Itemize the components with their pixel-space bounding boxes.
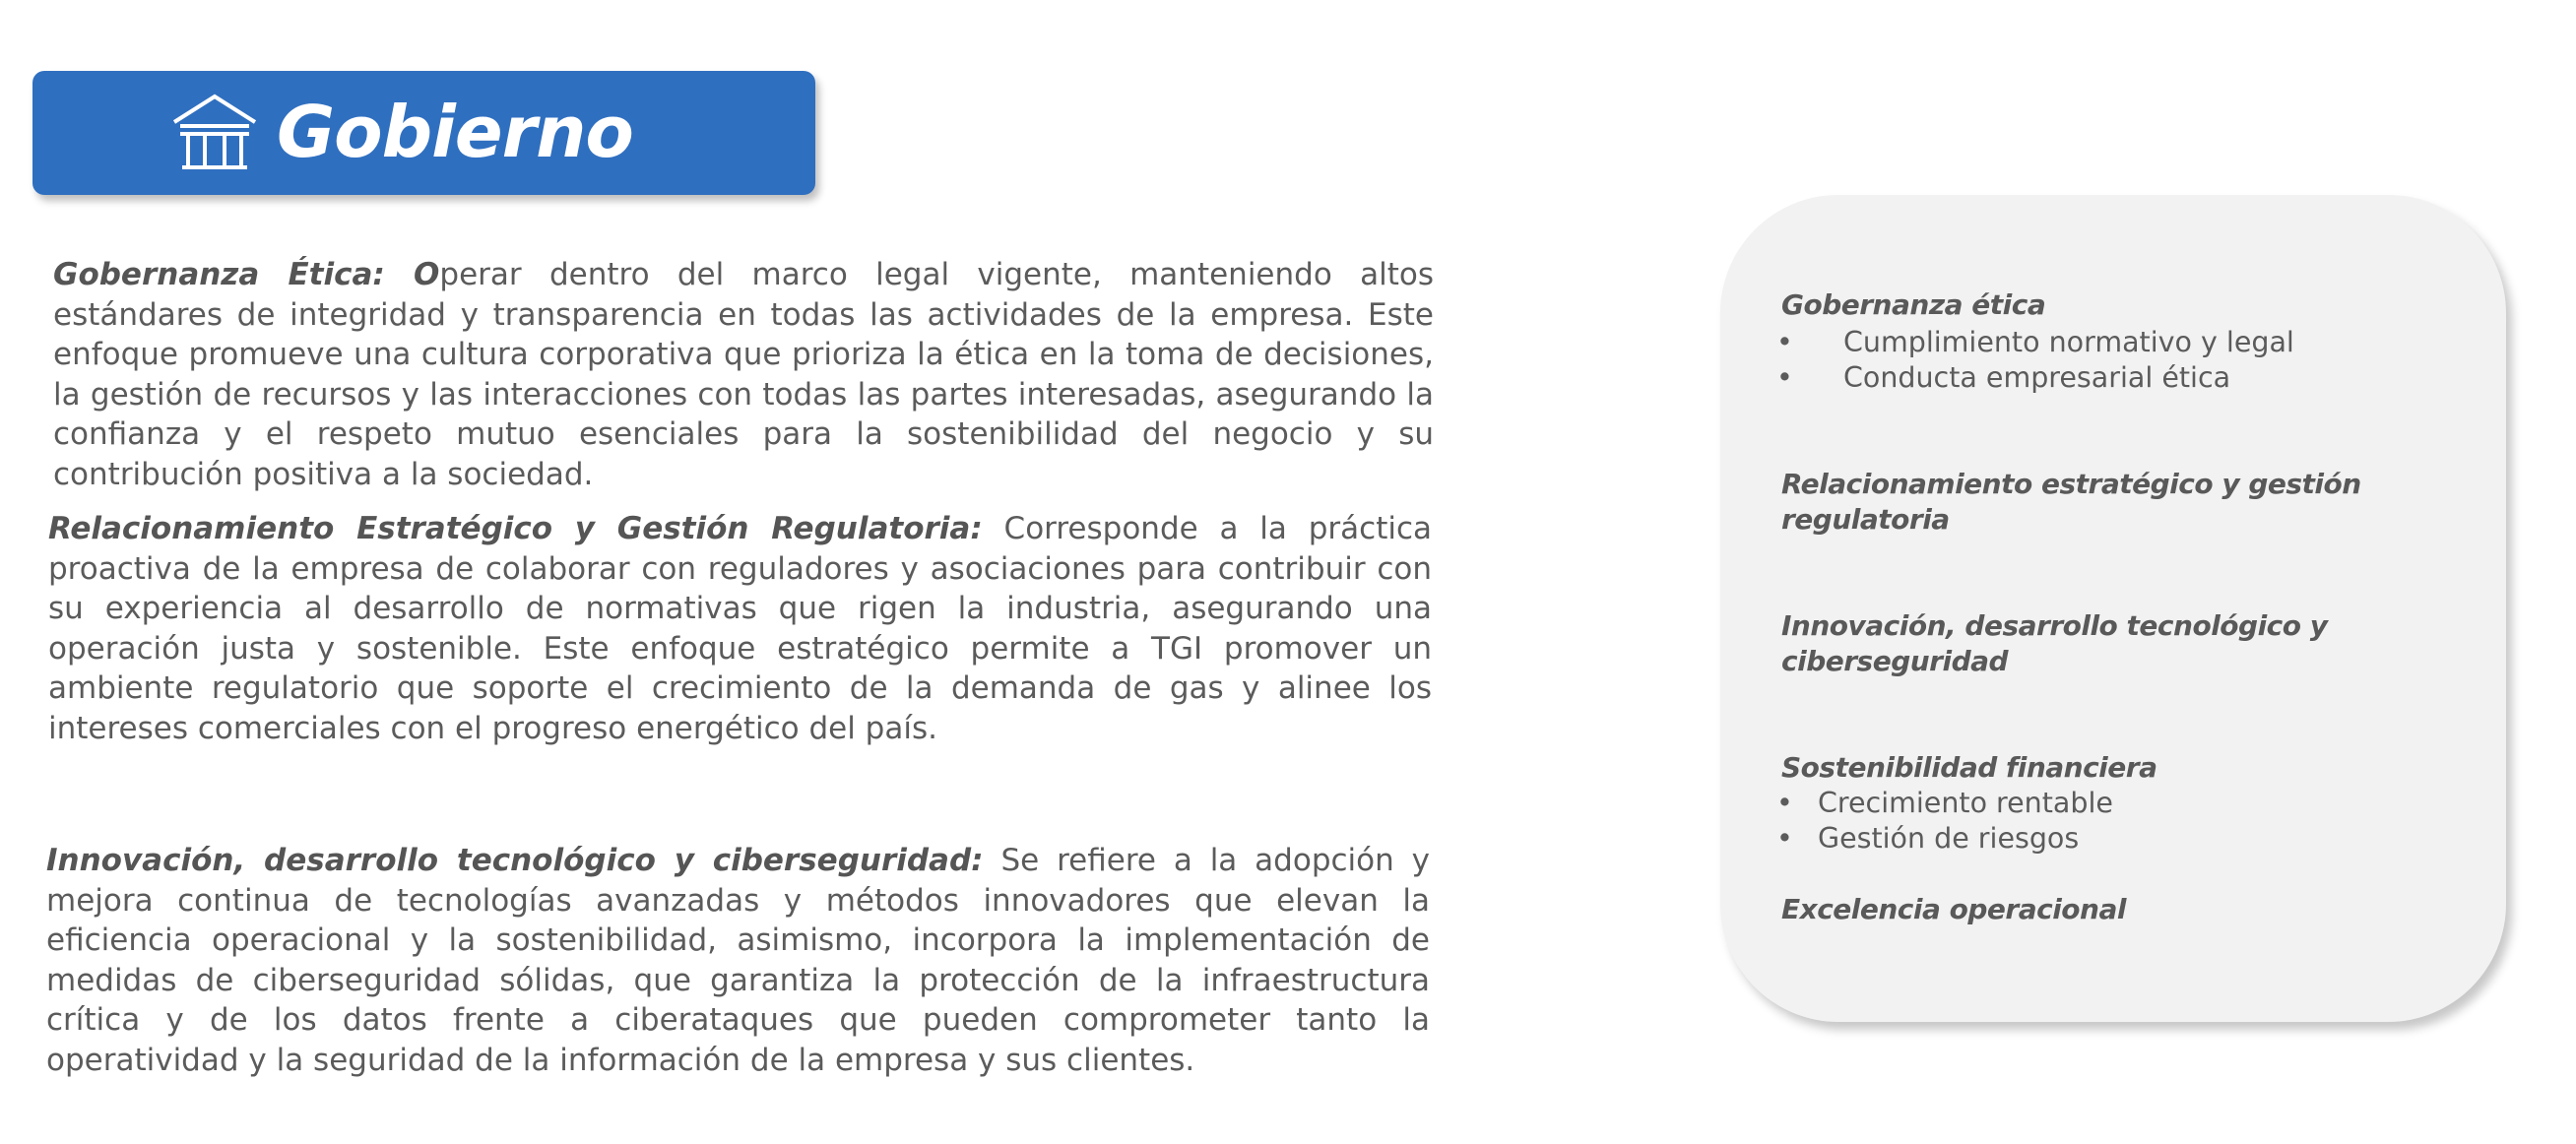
paragraph-body: Se refiere a la adopción y mejora continua de tecnologías avanzadas y métodos innovadores que elevan la eficiencia operacional y la sostenibilidad, asimismo, incorpora la implementación de medidas de ciberseguridad sólidas, que garantiza la protección de la infraestructura crítica y de los datos frente a ciberataques que pueden comprometer tanto la operatividad y la seguridad de la información de la empresa y sus clientes.	[46, 843, 1430, 1078]
paragraph-body: Corresponde a la práctica proactiva de la empresa de colaborar con reguladores y asociaciones para contribuir con su experiencia al desarrollo de normativas que rigen la industria, asegurando una operación justa y sostenible. Este enfoque estratégico permite a TGI promover un ambiente regulatorio que soporte el crecimiento de la demanda de gas y alinee los intereses comerciales con el progreso energético del país.	[48, 511, 1432, 746]
bullet-icon: •	[1776, 787, 1793, 819]
government-building-icon	[170, 93, 259, 171]
summary-heading-innovacion: Innovación, desarrollo tecnológico y ciberseguridad	[1781, 609, 2328, 677]
paragraph-lead: Innovación, desarrollo tecnológico y ciberseguridad:	[46, 843, 984, 878]
list-item: • Conducta empresarial ética	[1776, 361, 2231, 394]
paragraph-relacionamiento	[48, 509, 1432, 748]
header-banner	[32, 71, 815, 195]
summary-list-sostenibilidad	[1776, 786, 2113, 857]
summary-heading-excelencia: Excelencia operacional	[1781, 893, 2126, 925]
list-item: • Gestión de riesgos	[1776, 822, 2080, 855]
page-title: Gobierno	[277, 91, 633, 173]
paragraph-lead: Relacionamiento Estratégico y Gestión Regulatoria:	[48, 511, 983, 546]
paragraph-body: perar dentro del marco legal vigente, manteniendo altos estándares de integridad y transparencia en todas las actividades de la empresa. Este enfoque promueve una cultura corporativa que prioriza la ética en la toma de decisiones, la gestión de recursos y las interacciones con todas las partes interesadas, asegurando la confianza y el respeto mutuo esenciales para la sostenibilidad del negocio y su contribución positiva a la sociedad.	[53, 257, 1434, 492]
list-item: • Crecimiento rentable	[1776, 787, 2113, 819]
summary-heading-sostenibilidad: Sostenibilidad financiera	[1781, 751, 2157, 784]
bullet-icon: •	[1776, 361, 1793, 394]
summary-list-gobernanza	[1776, 325, 2294, 396]
summary-heading-gobernanza: Gobernanza ética	[1781, 288, 2046, 321]
bullet-icon: •	[1776, 326, 1793, 358]
paragraph-gobernanza-etica	[53, 255, 1434, 494]
paragraph-innovacion	[46, 841, 1430, 1080]
summary-heading-relacionamiento: Relacionamiento estratégico y gestión regulatoria	[1781, 468, 2361, 536]
bullet-icon: •	[1776, 822, 1793, 855]
list-item: • Cumplimiento normativo y legal	[1776, 326, 2294, 358]
paragraph-lead: Gobernanza Ética: O	[53, 257, 440, 292]
